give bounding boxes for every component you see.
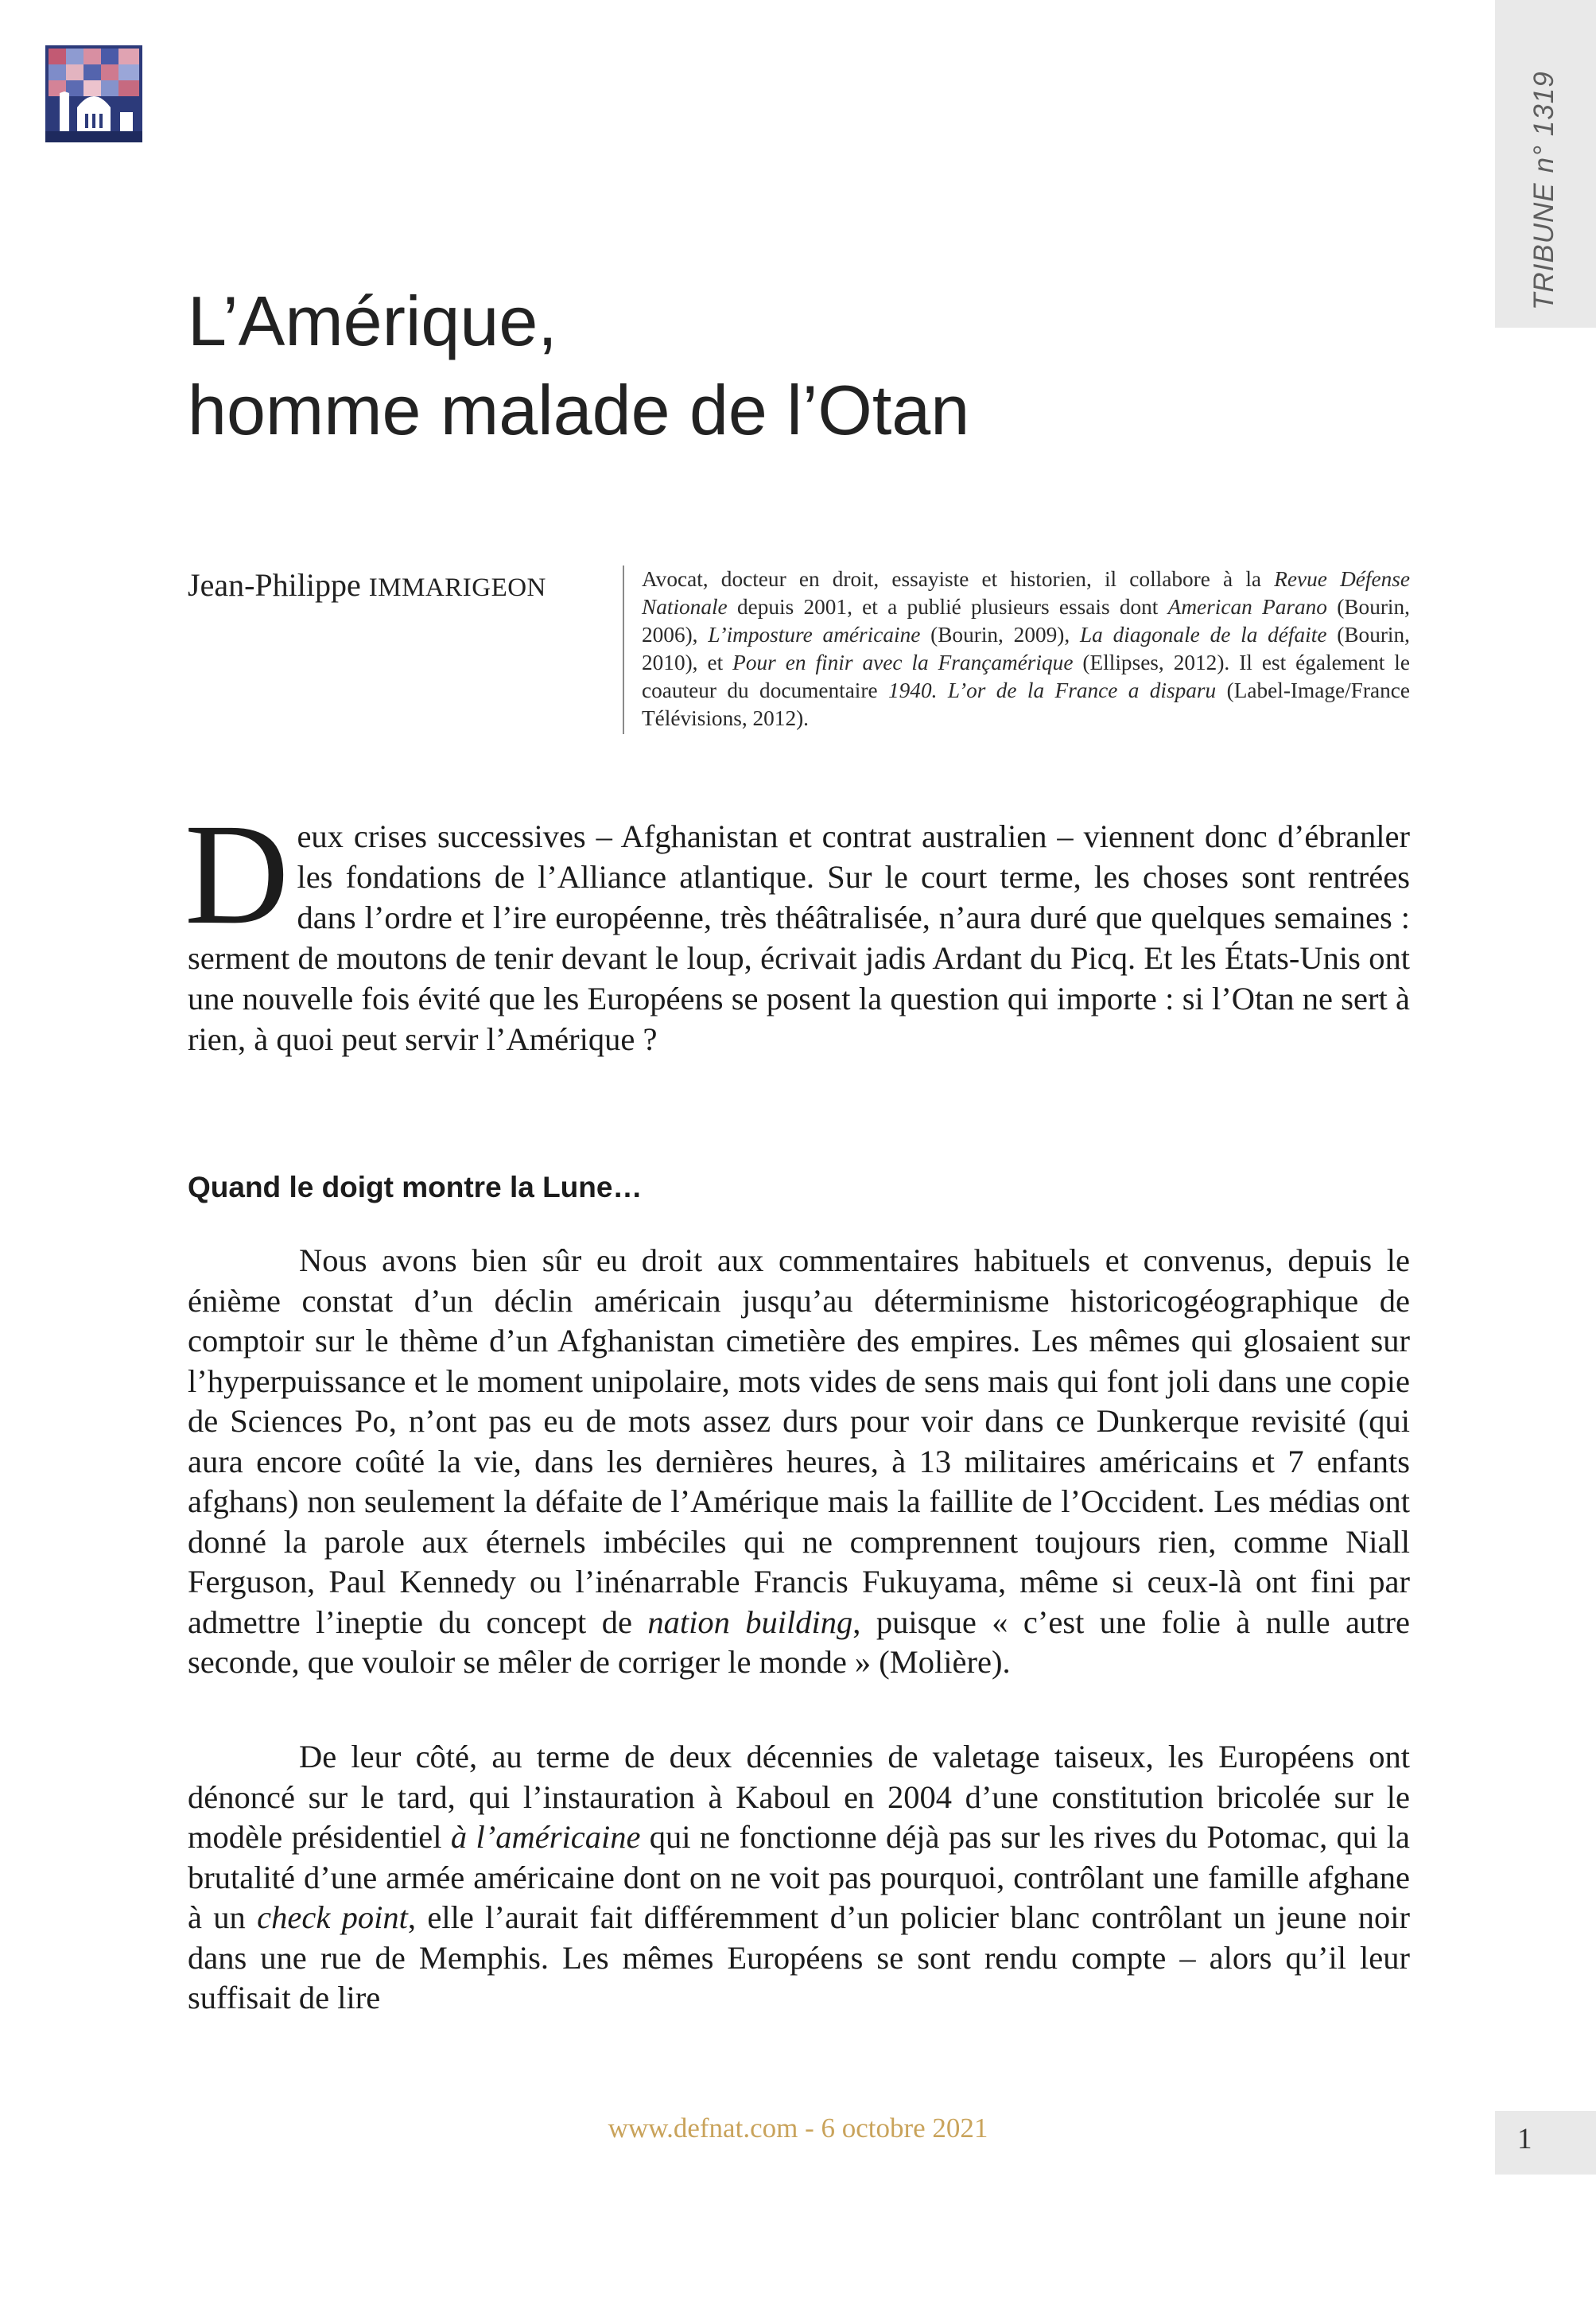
intro-paragraph [184, 795, 1410, 1059]
bio-segment: (Bourin, 2010), et [642, 623, 1410, 674]
bio-segment: 1940. L’or de la France a disparu [888, 678, 1217, 702]
drop-cap: D [184, 795, 289, 954]
page-number: 1 [1517, 2123, 1532, 2155]
paragraph-segment: à l’américaine [450, 1819, 641, 1855]
footer-site-link[interactable]: www.defnat.com [608, 2112, 798, 2144]
title-line-2: homme malade de l’Otan [188, 371, 970, 449]
tribune-label [1513, 24, 1576, 310]
intro-text: eux crises successives – Afghanistan et contrat australien – viennent donc d’ébranler les fondations de l’Alliance atlantique. Sur le court terme, les choses sont rentrées dans l’ordre et l’ire européenne, très théâtralisée, n’aura duré que quelques semaines : serment de moutons de tenir devant le loup, écrivait jadis Ardant du Picq. Et les États-Unis ont une nouvelle fois évité que les Européens se posent la question qui importe : si l’Otan ne sert à rien, à quoi peut servir l’Amérique ? [188, 818, 1410, 1057]
tribune-number: n° 1319 [1528, 71, 1559, 173]
bio-segment: (Bourin, 2006), [642, 595, 1410, 647]
bio-segment: (Ellipses, 2012). Il est également le coauteur du documentaire [642, 651, 1410, 702]
defense-nationale-logo-icon [45, 45, 142, 142]
author-bio-text [642, 566, 1410, 733]
body-paragraph-1 [188, 1241, 1410, 1683]
page-footer [0, 2112, 1596, 2144]
tribune-word: TRIBUNE [1528, 182, 1559, 310]
page-number-box [1495, 2111, 1596, 2175]
title-line-1: L’Amérique, [188, 282, 557, 360]
paragraph-segment: , puisque « c’est une folie à nulle autre seconde, que vouloir se mêler de corriger le monde » (Molière). [188, 1603, 1411, 1680]
author-first-name: Jean-Philippe [188, 567, 361, 603]
paragraph-segment: check point [257, 1899, 408, 1935]
publication-logo [45, 45, 142, 142]
footer-separator: - [805, 2112, 821, 2144]
author-bio [623, 566, 1410, 734]
footer-date: 6 octobre 2021 [821, 2112, 988, 2144]
paragraph-segment: Nous avons bien sûr eu droit aux commentaires habituels et convenus, depuis le énième constat d’un déclin américain jusqu’au déterminisme historicogéographique de comptoir sur le thème d’un Afghanistan cimetière des empires. Les mêmes qui glosaient sur l’hyperpuissance et le moment unipolaire, mots vides de sens mais qui font joli dans une copie de Sciences Po, n’ont pas eu de mots assez durs pour voir dans ce Dunkerque revisité (qui aura encore coûté la vie, dans les dernières heures, à 13 militaires américains et 7 enfants afghans) non seulement la défaite de l’Amérique mais la faillite de l’Occident. Les médias ont donné la parole aux éternels imbéciles qui ne comprennent toujours rien, comme Niall Ferguson, Paul Kennedy ou l’inénarrable Francis Fukuyama, même si ceux-là ont fini par admettre l’ineptie du concept de [188, 1242, 1410, 1640]
bio-segment: L’imposture américaine [708, 623, 921, 647]
bio-segment: La diagonale de la défaite [1079, 623, 1327, 647]
bio-segment: (Label-Image/France Télévisions, 2012). [642, 678, 1410, 730]
bio-segment: (Bourin, 2009), [920, 623, 1080, 647]
paragraph-segment: nation building [647, 1603, 853, 1640]
author-last-name: IMMARIGEON [368, 573, 546, 602]
bio-segment: Pour en finir avec la Françamérique [732, 651, 1074, 674]
bio-segment: American Parano [1167, 595, 1327, 619]
paragraph-segment: qui ne fonctionne déjà pas sur les rives du Potomac, qui la brutalité d’une armée américaine dont on ne voit pas pourquoi, contrôlant une famille afghane à un [188, 1819, 1410, 1935]
author-name [188, 566, 546, 604]
bio-segment: Avocat, docteur en droit, essayiste et historien, il collabore à la [642, 567, 1275, 591]
paragraph-segment: De leur côté, au terme de deux décennies de valetage taiseux, les Européens ont dénoncé sur le tard, qui l’instauration à Kaboul en 2004 d’une constitution bricolée sur le modèle présidentiel [188, 1739, 1410, 1855]
bio-segment: Revue Défense Nationale [642, 567, 1410, 619]
body-paragraph-2 [188, 1737, 1410, 2019]
section-heading: Quand le doigt montre la Lune… [188, 1171, 643, 1203]
paragraph-segment: , elle l’aurait fait différemment d’un policier blanc contrôlant un jeune noir dans une rue de Memphis. Les mêmes Européens se sont rendu compte – alors qu’il leur suffisait de lire [188, 1899, 1410, 2015]
bio-segment: depuis 2001, et a publié plusieurs essais dont [727, 595, 1168, 619]
article-title [188, 277, 969, 455]
